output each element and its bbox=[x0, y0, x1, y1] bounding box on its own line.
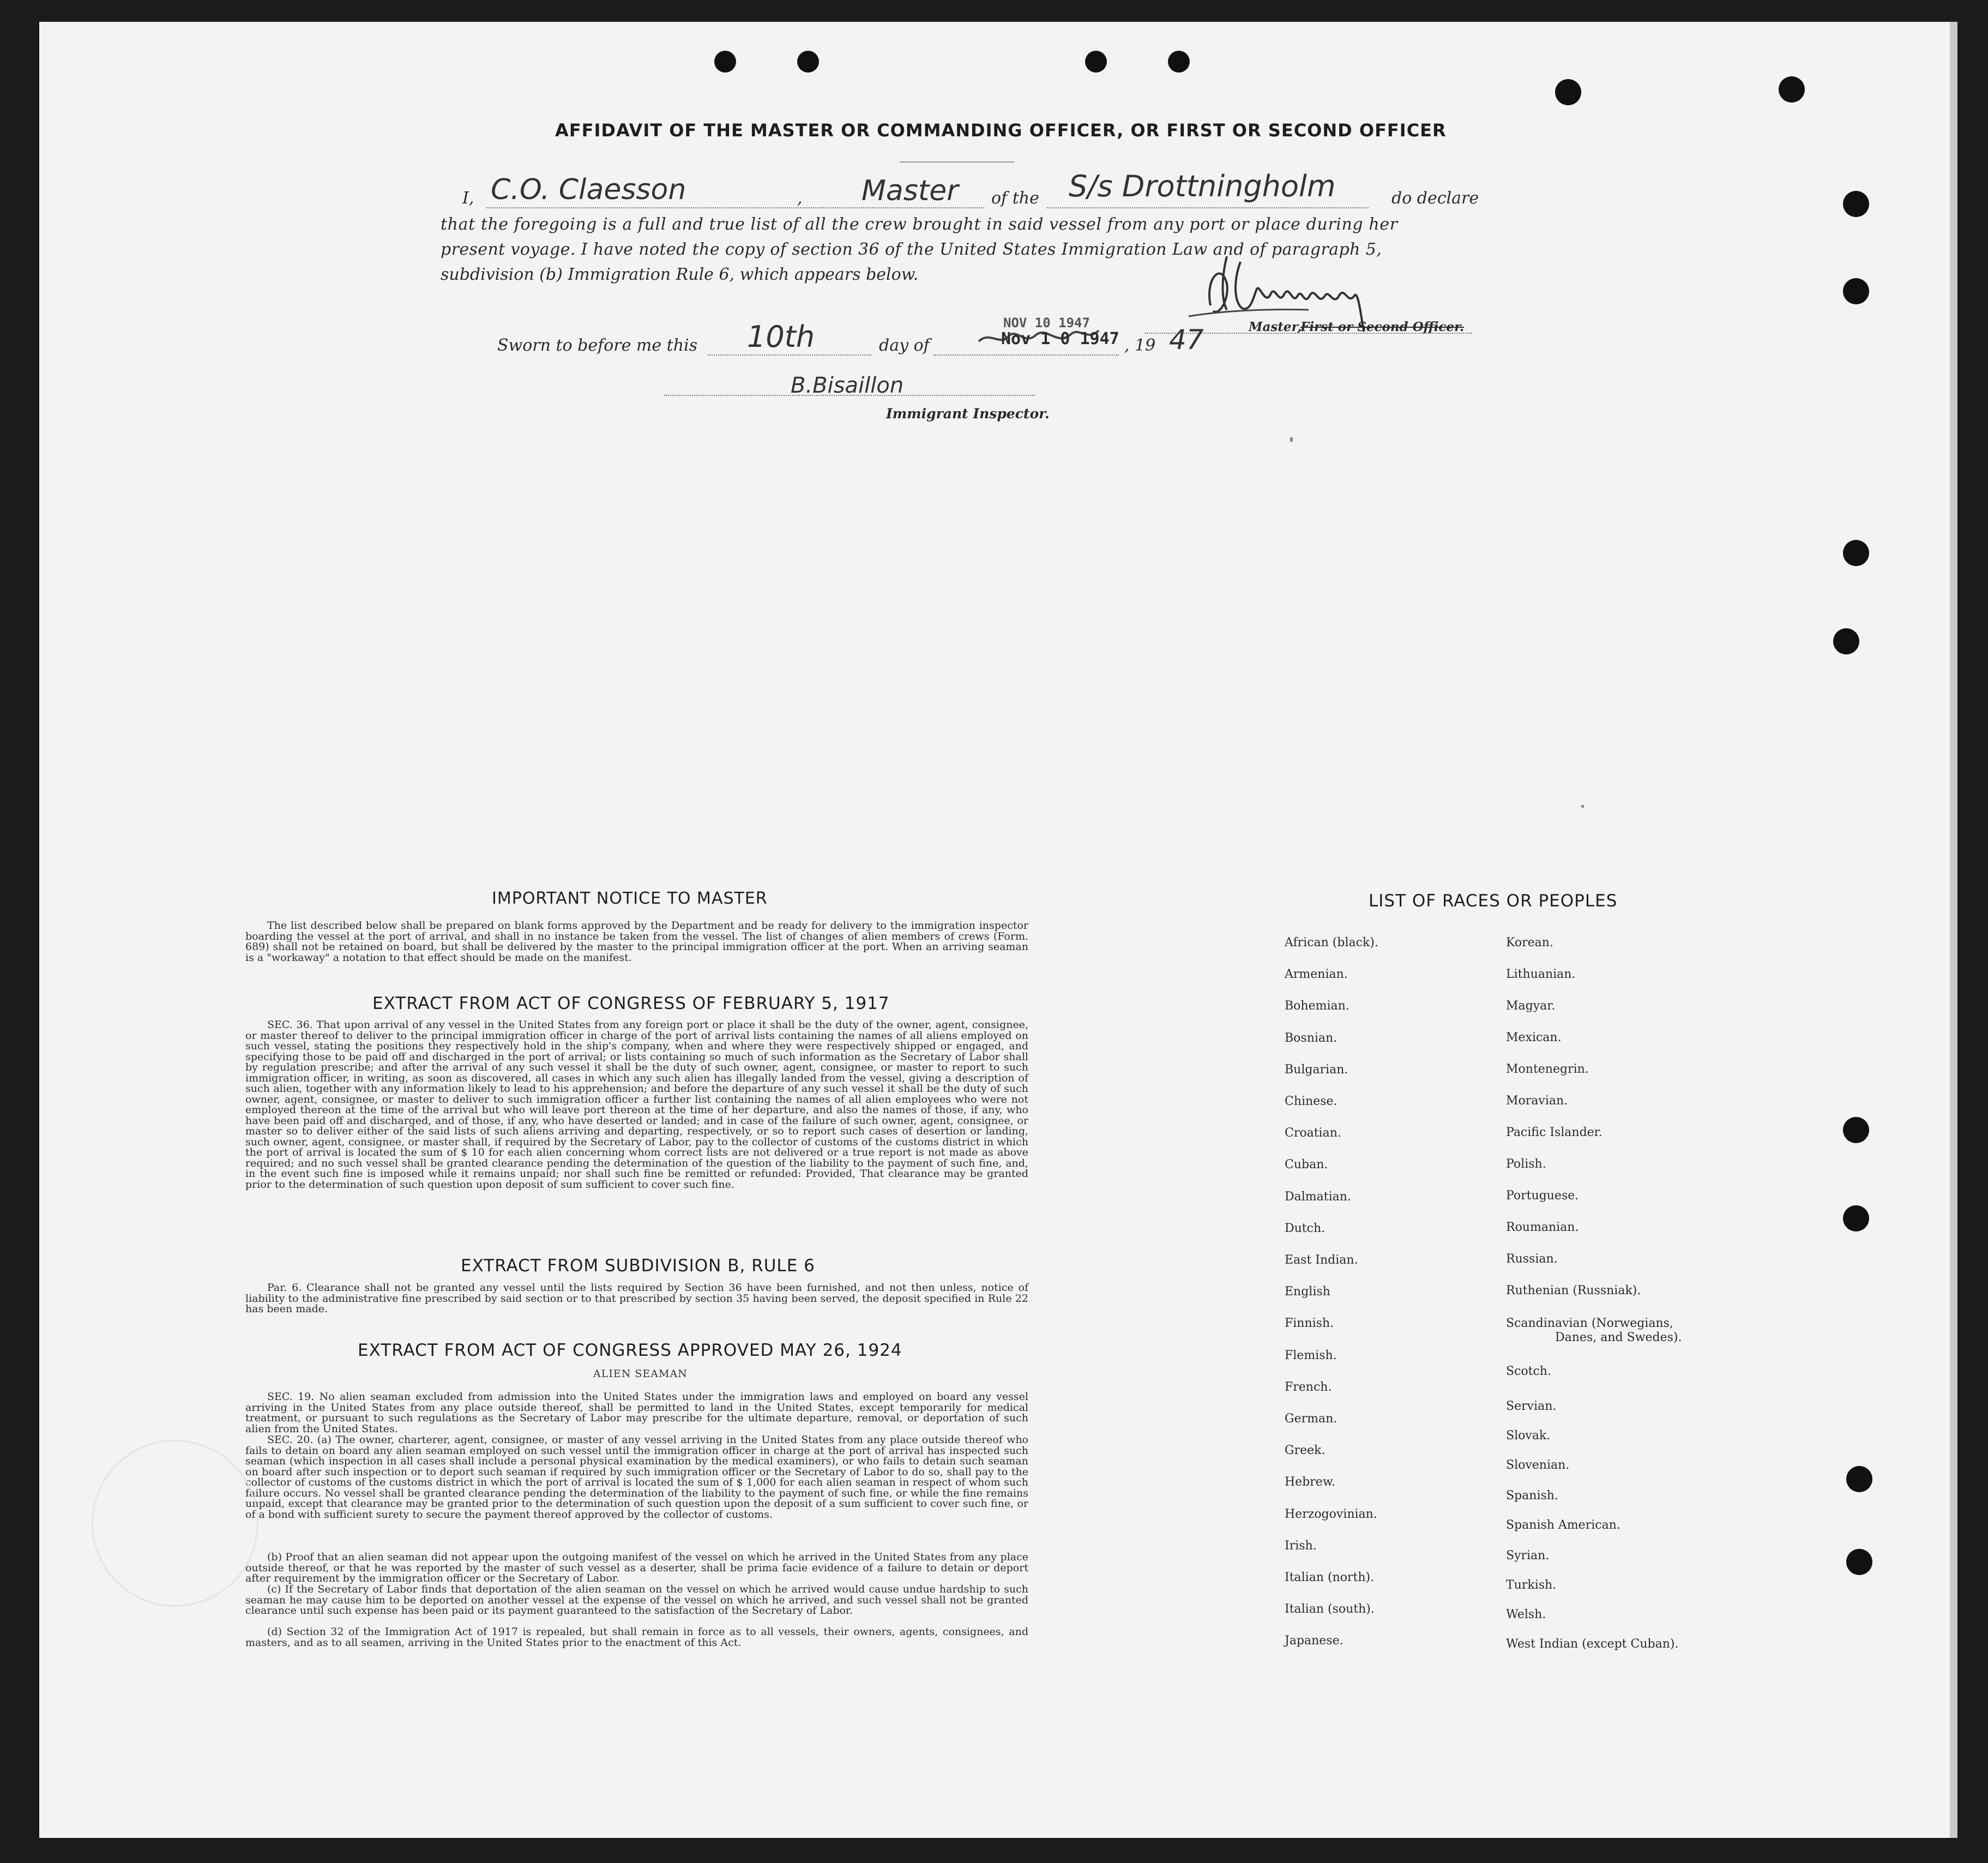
race-item: Cuban. bbox=[1285, 1158, 1328, 1172]
extract-1917-title: EXTRACT FROM ACT OF CONGRESS OF FEBRUARY 5, 1917 bbox=[372, 994, 890, 1013]
extract-rule6-title: EXTRACT FROM SUBDIVISION B, RULE 6 bbox=[461, 1256, 815, 1276]
race-item: Welsh. bbox=[1506, 1608, 1546, 1621]
punch-hole bbox=[1843, 191, 1869, 217]
master-rank: Master bbox=[862, 175, 959, 207]
signer-title-struck: First or Second Officer. bbox=[1300, 320, 1465, 334]
race-item: Pacific Islander. bbox=[1506, 1126, 1603, 1139]
race-item: Herzogovinian. bbox=[1285, 1507, 1377, 1521]
race-item: Hebrew. bbox=[1285, 1475, 1336, 1489]
race-item: Armenian. bbox=[1285, 967, 1348, 982]
race-item: Roumanian. bbox=[1506, 1221, 1579, 1234]
page-edge bbox=[1950, 22, 1957, 1838]
race-item: Croatian. bbox=[1285, 1126, 1341, 1140]
race-item: Polish. bbox=[1506, 1157, 1546, 1171]
extract-1924-title: EXTRACT FROM ACT OF CONGRESS APPROVED MAY 26, 1924 bbox=[358, 1341, 902, 1360]
signer-title-kept: Master, bbox=[1249, 320, 1302, 334]
race-item: Chinese. bbox=[1285, 1095, 1338, 1108]
punch-hole bbox=[797, 51, 819, 73]
race-item: Flemish. bbox=[1285, 1348, 1337, 1362]
punch-hole bbox=[1085, 51, 1107, 73]
punch-hole bbox=[1846, 1549, 1872, 1575]
stray-mark bbox=[1290, 437, 1293, 442]
inspector-signature: B.Bisaillon bbox=[791, 373, 904, 398]
race-item: Mexican. bbox=[1506, 1031, 1562, 1044]
punch-hole bbox=[1833, 628, 1859, 654]
race-item: Ruthenian (Russniak). bbox=[1506, 1284, 1641, 1297]
affidavit-title: AFFIDAVIT OF THE MASTER OR COMMANDING OFFICER, OR FIRST OR SECOND OFFICER bbox=[555, 120, 1447, 141]
race-item: Dutch. bbox=[1285, 1221, 1326, 1235]
title-underline bbox=[900, 161, 1014, 163]
race-item: Servian. bbox=[1506, 1399, 1557, 1413]
affidavit-line3: present voyage. I have noted the copy of section 36 of the United States Immigration Law and of paragraph 5, bbox=[441, 240, 1382, 259]
punch-hole bbox=[714, 51, 736, 73]
punch-hole bbox=[1779, 76, 1805, 103]
embossed-seal bbox=[92, 1440, 258, 1607]
race-item: Slovak. bbox=[1506, 1429, 1551, 1443]
race-item: Spanish American. bbox=[1506, 1518, 1620, 1532]
race-item: Scandinavian (Norwegians, bbox=[1506, 1317, 1673, 1330]
race-item: French. bbox=[1285, 1380, 1332, 1394]
affidavit-of-the: of the bbox=[991, 189, 1039, 208]
race-item: Turkish. bbox=[1506, 1578, 1557, 1592]
extract-1924-subtitle: ALIEN SEAMAN bbox=[593, 1368, 688, 1380]
sworn-day-line bbox=[708, 354, 871, 356]
race-item: Slovenian. bbox=[1506, 1458, 1570, 1472]
sworn-day-of: day of bbox=[879, 336, 930, 355]
date-stamp: Nov 1 0 1947 bbox=[1001, 329, 1119, 348]
master-name: C.O. Claesson bbox=[491, 173, 686, 206]
stray-mark bbox=[1581, 805, 1584, 808]
punch-hole bbox=[1843, 1205, 1869, 1231]
affidavit-line1-suffix: do declare bbox=[1391, 189, 1479, 208]
sworn-month-line bbox=[933, 354, 1119, 356]
race-item: Dalmatian. bbox=[1285, 1189, 1351, 1204]
race-item: German. bbox=[1285, 1412, 1338, 1426]
extract-1917-text: SEC. 36. That upon arrival of any vessel in the United States from any foreign port or place it shall be the duty of the owner, agent, consignee, or master thereof to deliver to the principal immigration officer in charge of the port of arrival lists containing the names of all aliens employed on such vessel, stating the positions they respectively hold in the ship's company, when and where they were respectively shipped or engaged, and specifying those to be paid off and discharged in the port of arrival; or lists containing so much of such information as the Secretary of Labor shall by regulation prescribe; and after the arrival of any such vessel it shall be the duty of such owner, agent, consignee, or master to report to such immigration officer, in writing, as soon as discovered, all cases in which any such alien has illegally landed from the vessel, giving a description of such alien, together with any information likely to lead to his apprehension; and before the departure of any such vessel it shall be the duty of such owner, agent, consignee, or master to deliver to such immigration officer a further list containing the names of all alien employees who were not employed thereon at the time of the arrival but who will leave port thereon at the time of her departure, and also the names of those, if any, who have been paid off and discharged, and of those, if any, who have deserted or landed; and in case of the failure of such owner, agent, consignee, or master so to deliver either of the said lists of such aliens arriving and departing, respectively, or so to report such cases of desertion or landing, such owner, agent, consignee, or master shall, if required by the Secretary of Labor, pay to the collector of customs of the customs district in which the port of arrival is located the sum of $ 10 for each alien concerning whom correct lists are not delivered or a true report is not made as above required; and no such vessel shall be granted clearance pending the determination of the question of the liability to the payment of such fine, and, in the event such fine is imposed while it remains unpaid; nor shall such fine be remitted or refunded: Provided, That clearance may be granted prior to the determination of such question upon deposit of sum sufficient to cover such fine. bbox=[245, 1019, 1028, 1191]
race-item: Bohemian. bbox=[1285, 999, 1350, 1013]
punch-hole bbox=[1555, 79, 1581, 105]
sworn-day: 10th bbox=[747, 320, 815, 354]
extract-1924-sec20d: (d) Section 32 of the Immigration Act of 1917 is repealed, but shall remain in force as to all vessels, their owners, agents, consignees, and masters, and as to all seamen, arriving in the United States prior to the enactment of this Act. bbox=[245, 1626, 1028, 1649]
race-item: African (black). bbox=[1285, 936, 1378, 949]
name-field-line bbox=[486, 207, 824, 208]
punch-hole bbox=[1168, 51, 1190, 73]
punch-hole bbox=[1843, 278, 1869, 304]
punch-hole bbox=[1843, 1117, 1869, 1143]
race-item: Korean. bbox=[1506, 936, 1553, 949]
race-item: Finnish. bbox=[1285, 1317, 1334, 1331]
affidavit-line1-prefix: I, bbox=[462, 189, 474, 208]
extract-1924-sec20b: (b) Proof that an alien seaman did not appear upon the outgoing manifest of the vessel on which he arrived in the United States from any place outside thereof, or that he was reported by the master of such vessel as a deserter, shall be prima facie evidence of a failure to detain or deport after requirement by the immigration officer or the Secretary of Labor. bbox=[245, 1551, 1028, 1584]
race-item: East Indian. bbox=[1285, 1253, 1358, 1267]
extract-rule6-text: Par. 6. Clearance shall not be granted any vessel until the lists required by Section 36 have been furnished, and not then unless, notice of liability to the administrative fine prescribed by said section or to that prescribed by section 35 having been served, the deposit specified in Rule 22 has been made. bbox=[245, 1282, 1028, 1315]
notice-title: IMPORTANT NOTICE TO MASTER bbox=[492, 889, 768, 908]
vessel-name: S/s Drottningholm bbox=[1069, 169, 1336, 203]
race-item: West Indian (except Cuban). bbox=[1506, 1637, 1679, 1651]
punch-hole bbox=[1846, 1466, 1872, 1492]
race-item: Bosnian. bbox=[1285, 1031, 1338, 1045]
race-item: Spanish. bbox=[1506, 1489, 1558, 1503]
race-item: Montenegrin. bbox=[1506, 1062, 1589, 1076]
punch-hole bbox=[1843, 540, 1869, 566]
races-title: LIST OF RACES OR PEOPLES bbox=[1369, 891, 1618, 911]
extract-1924-sec19: SEC. 19. No alien seaman excluded from admission into the United States under the immigration laws and employed on board any vessel arriving in the United States from any place outside thereof, shall be permitted to land in the United States, except temporarily for medical treatment, or pursuant to such regulations as the Secretary of Labor may prescribe for the ultimate departure, removal, or deportation of such alien from the United States. bbox=[245, 1391, 1028, 1435]
race-item: Russian. bbox=[1506, 1252, 1558, 1266]
race-item: Greek. bbox=[1285, 1444, 1326, 1458]
race-item: Magyar. bbox=[1506, 999, 1556, 1013]
race-item: Scotch. bbox=[1506, 1365, 1551, 1378]
year-prefix: , 19 bbox=[1124, 336, 1156, 355]
race-item: Italian (north). bbox=[1285, 1571, 1375, 1584]
race-item: Syrian. bbox=[1506, 1549, 1550, 1562]
extract-1924-sec20a: SEC. 20. (a) The owner, charterer, agent, consignee, or master of any vessel arriving in the United States from any place outside thereof who fails to detain on board any alien seaman employed on such vessel until the immigration officer in charge at the port of arrival has inspected such seaman (which inspection in all cases shall include a personal physical examination by the medical examiners), or who fails to detain such seaman on board after such inspection or to deport such seaman if required by such immigration officer or the Secretary of Labor to do so, shall pay to the collector of customs of the customs district in which the port of arrival is located the sum of $ 1,000 for each alien seaman in respect of whom such failure occurs. No vessel shall be granted clearance pending the determination of the liability to the payment of such fine, or while the fine remains unpaid, except that clearance may be granted prior to the determination of such question upon the deposit of a sum sufficient to cover such fine, or of a bond with sufficient surety to secure the payment thereof approved by the collector of customs. bbox=[245, 1434, 1028, 1521]
race-item: Bulgarian. bbox=[1285, 1062, 1348, 1077]
race-item: Italian (south). bbox=[1285, 1602, 1375, 1616]
race-item: Moravian. bbox=[1506, 1094, 1568, 1108]
inspector-title: Immigrant Inspector. bbox=[886, 406, 1050, 422]
vessel-field-line bbox=[1047, 207, 1369, 208]
race-item: Portuguese. bbox=[1506, 1189, 1579, 1203]
sworn-prefix: Sworn to before me this bbox=[497, 336, 698, 355]
extract-1924-sec20c: (c) If the Secretary of Labor finds that deportation of the alien seaman on the vessel on which he arrived would cause undue hardship to such seaman he may cause him to be deported on another vessel at the expense of the vessel on which he arrived, and such vessel shall not be granted clearance until such expense has been paid or its payment guaranteed to the satisfaction of the Secretary of Labor. bbox=[245, 1583, 1028, 1616]
race-item: English bbox=[1285, 1285, 1330, 1299]
race-item: Irish. bbox=[1285, 1539, 1317, 1553]
date-stamp-top: NOV 10 1947 bbox=[1003, 315, 1090, 330]
affidavit-comma: , bbox=[797, 189, 803, 208]
rank-field-line bbox=[826, 207, 984, 208]
race-item: Lithuanian. bbox=[1506, 967, 1576, 981]
race-item: Japanese. bbox=[1285, 1634, 1344, 1648]
affidavit-line2: that the foregoing is a full and true list of all the crew brought in said vessel from any port or place during her bbox=[441, 215, 1398, 234]
affidavit-line4: subdivision (b) Immigration Rule 6, which appears below. bbox=[441, 265, 919, 284]
year-suffix: 47 bbox=[1169, 324, 1204, 356]
race-item: Danes, and Swedes). bbox=[1555, 1331, 1682, 1344]
notice-text: The list described below shall be prepared on blank forms approved by the Department and be ready for delivery to the immigration inspector boarding the vessel at the port of arrival, and shall in no instance be taken from the vessel. The list of changes of alien members of crews (Form. 689) shall not be retained on board, but shall be delivered by the master to the principal immigration officer at the port. When an arriving seaman is a "workaway" a notation to that effect should be made on the manifest. bbox=[245, 920, 1028, 964]
